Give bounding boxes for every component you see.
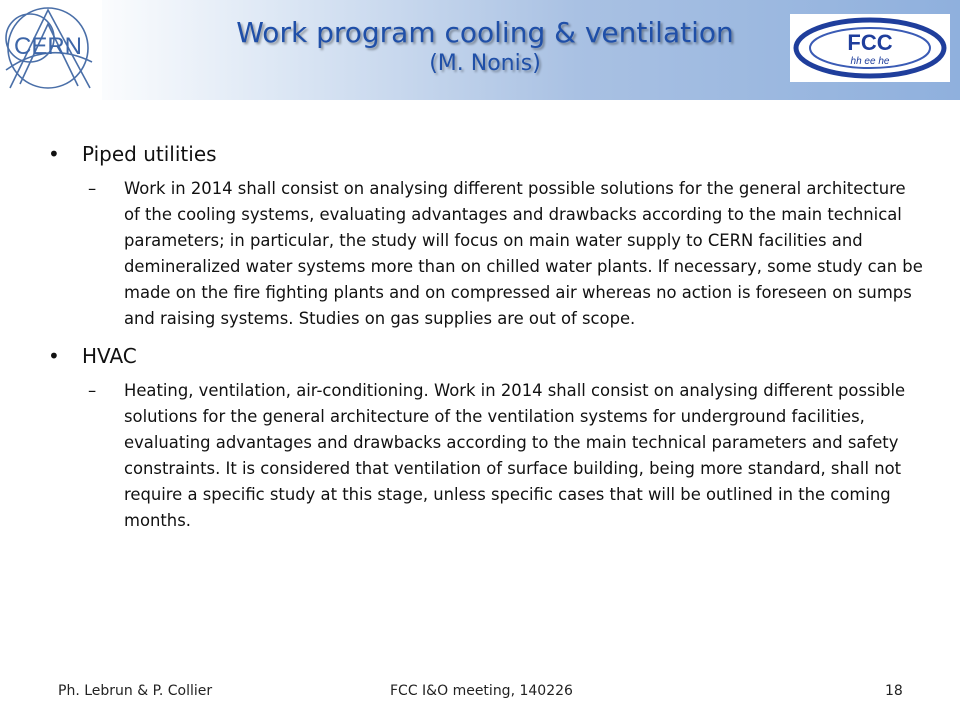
cern-logo-text: CERN [13,33,83,60]
fcc-logo-graphic [790,14,950,82]
footer-authors: Ph. Lebrun & P. Collier [58,683,213,699]
fcc-logo-subtext: hh ee he [850,56,890,67]
bullet-dot: • [48,344,60,368]
sub-item-piped-utilities [48,176,924,332]
footer-page-number: 18 [885,683,903,699]
bullet-label: HVAC [82,344,137,368]
title-block [180,16,790,78]
sub-item-text: Work in 2014 shall consist on analysing different possible solutions for the general architecture of the cooling systems, evaluating advantages and drawbacks according to the main technical parameters; in particular, the study will focus on main water supply to CERN facilities and demineralized water systems more than on chilled water plants. If necessary, some study can be made on the fire fighting plants and on compressed air whereas no action is foreseen on sumps and raising systems. Studies on gas supplies are out of scope. [124,179,923,328]
fcc-logo-text: FCC [847,30,893,55]
dash-marker: – [88,381,97,400]
bullet-label: Piped utilities [82,142,217,166]
slide-content [48,140,928,544]
fcc-logo [790,14,950,82]
bullet-piped-utilities [48,140,928,168]
footer-meeting: FCC I&O meeting, 140226 [390,683,573,699]
bullet-dot: • [48,142,60,166]
dash-marker: – [88,179,97,198]
cern-logo [0,0,102,100]
slide-subtitle: (M. Nonis) [429,51,541,76]
cern-logo-graphic [0,0,102,100]
sub-item-text: Heating, ventilation, air-conditioning. Work in 2014 shall consist on analysing different possible solutions for the general architecture of the ventilation systems for underground facilities, evaluating advantages and drawbacks according to the main technical parameters and safety constraints. It is considered that ventilation of surface building, being more standard, shall not require a specific study at this stage, unless specific cases that will be outlined in the coming months. [124,381,906,530]
slide-title: Work program cooling & ventilation [236,16,734,49]
bullet-hvac [48,342,928,370]
sub-item-hvac [48,378,924,534]
